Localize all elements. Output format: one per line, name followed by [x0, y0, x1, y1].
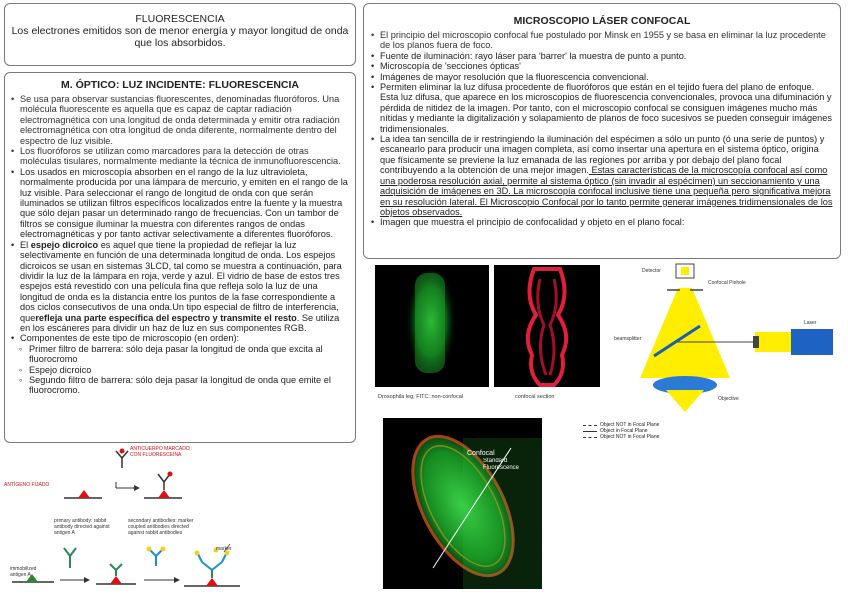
label-objective: Objective — [718, 396, 739, 402]
legend-text-3: Object NOT in Focal Plane — [600, 434, 660, 440]
optico-bullet-4 — [10, 240, 350, 334]
optico-list — [10, 94, 350, 396]
legend-row-3 — [583, 434, 763, 440]
optico-sub-1: ◦ Primer filtro de barrera: sólo deja pasar la longitud de onda que excita al fluorocromo — [10, 344, 350, 365]
diagram-legend — [583, 422, 763, 440]
drosophila-confocal-image — [494, 265, 600, 387]
optico-sub-3: ◦ Segundo filtro de barrera: sólo deja pasar la longitud de onda que emite el fluorocromo. — [10, 375, 350, 396]
b6-plain: La idea tan sencilla de ir restringiendo la iluminación del espécimen a sólo un punto (ó una serie de puntos) y escanearlo para producir una imagen completa, así como insertar una apertura en el sistema óptico, origina que físicamente se previene la luz emanada de las regiones por arriba y por debajo del plano focal contribuyendo a la obtención de una mejor imagen. — [380, 134, 825, 176]
confocal-vs-standard-image — [383, 418, 542, 589]
b4-pre: El — [20, 239, 31, 250]
confocal-bullet-6 — [370, 134, 834, 217]
label-detector: Detector — [642, 268, 661, 274]
ab-top-label: ANTICUERPO MARCADO CON FLUORESCEÍNA — [130, 446, 190, 458]
optico-title: M. ÓPTICO: LUZ INCIDENTE: FLUORESCENCIA — [61, 79, 299, 91]
optico-bullet-1: • Se usa para observar sustancias fluorescentes, denominadas fluoróforos. Una molécula fluorescente es aquella que es capaz de captar radiación electromagnética con una longitud de onda determinada y emitir otra radiación electromagnética con otra longitud de onda diferente, normalmente dentro del espectro de luz visible. — [10, 94, 350, 146]
label-pinhole: Confocal Pinhole — [708, 280, 746, 286]
confocal-bullet-4: • Imágenes de mayor resolución que la fluorescencia convencional. — [370, 72, 834, 82]
confocal-bullet-1: • El principio del microscopio confocal fue postulado por Minsk en 1955 y se basa en eliminar la luz procedente de los planos fuera de foco. — [370, 30, 834, 51]
fluorescencia-text: Los electrones emitidos son de menor energía y mayor longitud de onda que los absorbidos. — [11, 25, 349, 49]
confocal-bullet-5: • Permiten eliminar la luz difusa procedente de fluoróforos que están en el tejido fuera del plano de enfoque. Esta luz difusa, que aparece en los microscopios de fluorescencia convencionales, provoca una difuminación y pérdida de nitidez de la imagen. Por tanto, con el microscopio confocal se consiguen imágenes mucho más nítidas y mediante la digitalización y solapamiento de planos de foco sucesivos se pueden conseguir imágenes tridimensionales. — [370, 82, 834, 134]
primary-label: primary antibody: rabbit antibody directed against antigen A — [54, 518, 110, 536]
label-beamsplitter: beamsplitter — [614, 336, 642, 342]
optico-box — [4, 72, 356, 443]
b4-bold: espejo dicroico — [30, 239, 99, 250]
confocal-title: MICROSCOPIO LÁSER CONFOCAL — [513, 15, 691, 27]
antibody-diagram — [4, 446, 248, 596]
confocal-bullet-2: • Fuente de iluminación: rayo láser para 'barrer' la muestra de punto a punto. — [370, 51, 834, 61]
fluorescencia-title: FLUORESCENCIA — [135, 13, 225, 25]
optico-bullet-3: • Los usados en microscopía absorben en el rango de la luz ultravioleta, normalmente producida por una lámpara de mercurio, y emiten en el rango de la luz visible. Para seleccionar el rango de longitud de onda con que serán iluminados se utilizan filtros específicos localizados entre la fuente y la muestra que sólo dejan pasar un determinado rango de frecuencias. Con un tambor de filtros se consigue iluminar la muestra con diferentes rangos de ondas electromagnéticas y por tanto activar selectivamente a diferentes fluoróforos. — [10, 167, 350, 240]
fluorescencia-box — [4, 3, 356, 66]
optico-bullet-2: • Los fluoróforos se utilizan como marcadores para la detección de otras moléculas tisulares, normalmente mediante la técnica de inmunofluorescencia. — [10, 146, 350, 167]
caption-confocal: confocal section — [515, 394, 555, 400]
label-standard-fluorescence: Standard Fluorescence — [483, 458, 520, 471]
marker-label: marker — [216, 546, 232, 552]
secondary-label: secondary antibodies: marker coupled antibodies directed against rabbit antibodies — [128, 518, 194, 536]
b4-end: . Se utiliza en los escáneres para dividir un haz de luz en sus componentes RGB. — [20, 312, 340, 333]
optico-bullet-5: • Componentes de este tipo de microscopio (en orden): — [10, 333, 350, 343]
confocal-list — [370, 30, 834, 228]
legend-text-2: Object in Focal Plane — [600, 428, 648, 434]
label-laser: Laser — [804, 320, 817, 326]
optico-sub-2: ◦ Espejo dicroico — [10, 365, 350, 375]
confocal-bullet-3: • Microscopía de 'secciones ópticas' — [370, 61, 834, 71]
confocal-box — [363, 3, 841, 259]
confocal-principle-diagram — [612, 262, 844, 412]
b4-mid: es aquel que tiene la propiedad de reflejar la luz selectivamente en función de una determinada longitud de onda. Los espejos dicroicos se usan en sistemas 3LCD, tal como se muestra a continuación, para dividir la luz de la lámpara en roja, verde y azul. El vidrio de base de estos tres espejos está revestido con una película fina que refleja solo la luz de una longitud de onda es la distancia entre los puntos de la fase correspondiente a dos ciclos consecutivos de una onda.Un tipo especial de filtro de interferencia, que — [20, 239, 342, 323]
label-confocal: Confocal — [467, 450, 495, 457]
confocal-bullet-7: • Imagen que muestra el principio de confocalidad y objeto en el plano focal: — [370, 217, 834, 227]
b4-bold2: refleja una parte específica del espectro y transmite el resto — [35, 312, 297, 323]
immobilized-label: immobilized antigen A — [10, 566, 37, 578]
caption-nonconfocal: Drosophila leg, FITC: non-confocal — [378, 394, 463, 400]
legend-text-1: Object NOT in Focal Plane — [600, 422, 660, 428]
b6-underlined: Estas características de la microscopía confocal así como una poderosa resolución axial, permite al sistema óptico (sin invadir al espécimen) un seccionamiento y una adquisición de imágenes en 3D. La microscopía confocal inclusive tiene una pequeña pero significativa mejora en su resolución lateral. El Microscopio Confocal por lo tanto permite generar imágenes tridimensionales de los objetos observados. — [380, 165, 833, 217]
ag-label: ANTÍGENO FIJADO — [4, 482, 50, 488]
drosophila-nonconfocal-image — [375, 265, 489, 387]
